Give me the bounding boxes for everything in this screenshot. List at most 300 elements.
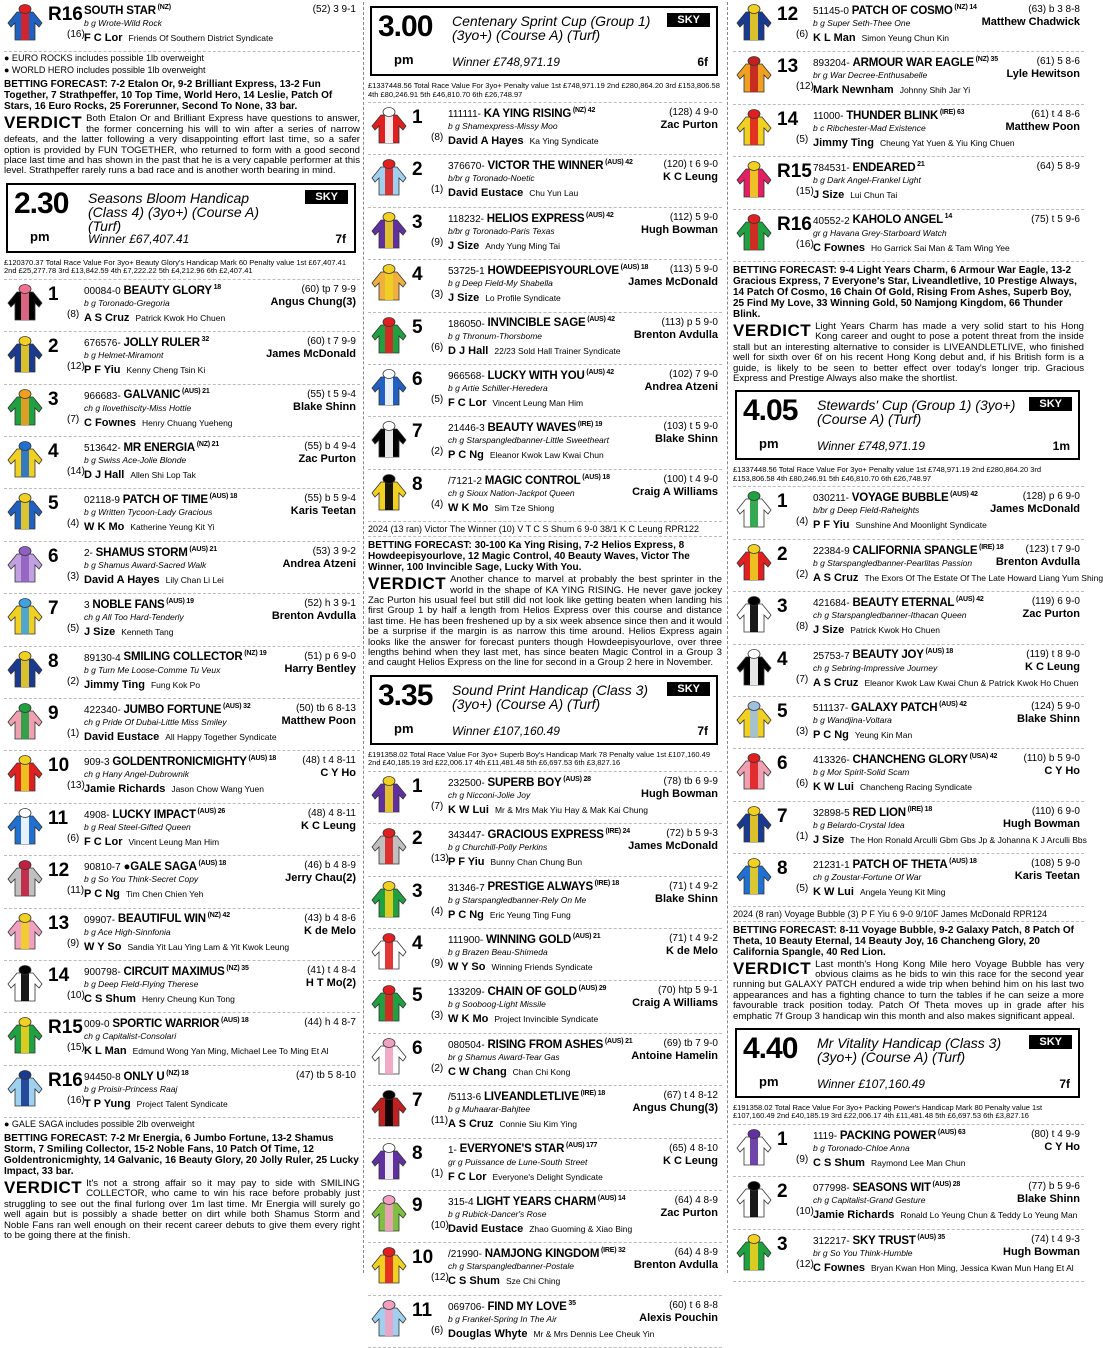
breeding: b/br g Toronado-Paris Texas bbox=[448, 225, 555, 236]
breeding: b g Rubick-Dancer's Rose bbox=[448, 1208, 547, 1219]
runner-name-line bbox=[84, 493, 237, 506]
breeding: gr g Puissance de Lune-South Street bbox=[448, 1156, 588, 1167]
jockey: Jamie Richards Ronald Lo Yeung Chun & Teddy Lo Yeung Man bbox=[813, 1209, 1078, 1222]
horse-name[interactable]: ARMOUR WAR EAGLE $^{(NZ) 35}$ bbox=[852, 56, 998, 70]
horse-origin: (NZ) 14 bbox=[952, 4, 977, 11]
jockey-silks-icon bbox=[6, 545, 44, 583]
breeding: b/br g Toronado-Noetic bbox=[448, 173, 535, 184]
recent-form: 077998- bbox=[813, 1183, 853, 1195]
horse-name[interactable]: GOLDENTRONICMIGHTY $^{(AUS) 18}$ bbox=[112, 755, 277, 769]
trainer: Karis Teetan bbox=[1014, 870, 1080, 883]
breeding: ch g Zoustar-Fortune Of War bbox=[813, 872, 922, 883]
horse-name[interactable]: PATCH OF THETA $^{(AUS) 18}$ bbox=[852, 858, 977, 871]
stall-draw: (13) bbox=[431, 853, 449, 865]
breeding: b g Dark Angel-Frankel Light bbox=[813, 175, 921, 186]
runner-name-line bbox=[813, 1129, 965, 1142]
jockey-silks-icon bbox=[370, 775, 408, 813]
jockey-silks-icon bbox=[370, 1142, 408, 1180]
runner-name-line bbox=[813, 1234, 945, 1247]
owner: Raymond Lee Man Chun bbox=[870, 1157, 966, 1168]
jockey-silks-icon bbox=[370, 368, 408, 406]
rating-age-weight: (64) 5 8-9 bbox=[1036, 161, 1080, 173]
jockey: C S Shum Henry Cheung Kun Tong bbox=[84, 992, 235, 1005]
owner: Vincent Leung Man Him bbox=[128, 836, 220, 847]
horse-name[interactable]: PATCH OF TIME $^{(AUS) 18}$ bbox=[122, 493, 238, 507]
recent-form: /21990- bbox=[448, 1249, 485, 1261]
jockey: C Fownes Ho Garrick Sai Man & Tam Wing Yee bbox=[813, 241, 1010, 254]
trainer: K C Leung bbox=[301, 819, 356, 832]
race-header bbox=[370, 675, 718, 745]
jockey: David Eustace Zhao Guoming & Xiao Bing bbox=[448, 1222, 633, 1235]
owner: Patrick Kwok Ho Chuen bbox=[850, 625, 940, 636]
jockey: J Size Lo Profile Syndicate bbox=[448, 292, 561, 305]
runner-name-line bbox=[84, 441, 219, 454]
breeding: br g So You Think-Humble bbox=[813, 1247, 913, 1258]
horse-origin: (AUS) 21 bbox=[180, 388, 210, 396]
runner-row bbox=[368, 1191, 722, 1243]
horse-name[interactable]: CALIFORNIA SPANGLE $^{(IRE) 18}$ bbox=[852, 543, 1004, 557]
jockey: C Fownes Bryan Kwan Hon Ming, Jessica Kwan Mun Hang Et Al bbox=[813, 1261, 1074, 1274]
runner-name-line bbox=[448, 1090, 605, 1103]
saddle-number: 3 bbox=[48, 388, 59, 410]
horse-name[interactable]: CHANCHENG GLORY $^{(USA) 42}$ bbox=[852, 753, 998, 767]
rating-age-weight: (44) h 4 8-7 bbox=[304, 1017, 356, 1029]
owner: Cheung Yat Yuen & Yiu King Chuen bbox=[879, 137, 1015, 148]
race-time-suffix: pm bbox=[394, 720, 414, 736]
horse-origin: (NZ) 42 bbox=[571, 107, 596, 114]
jockey-silks-icon bbox=[6, 440, 44, 478]
runner-name-line bbox=[84, 4, 171, 17]
stall-draw: (10) bbox=[796, 1206, 814, 1218]
race-distance: 6f bbox=[697, 55, 708, 69]
stall-draw: (8) bbox=[431, 132, 444, 143]
rating-age-weight: (48) t 4 8-11 bbox=[302, 755, 356, 767]
breeding: b g Wrote-Wild Rock bbox=[84, 18, 162, 28]
owner: Ronald Lo Yeung Chun & Teddy Lo Yeung Man bbox=[900, 1210, 1078, 1221]
runner-name-line bbox=[448, 828, 630, 841]
rating-age-weight: (64) 4 8-9 bbox=[674, 1194, 718, 1206]
owner: Eric Yeung Ting Fung bbox=[489, 909, 571, 920]
runner-name-line bbox=[84, 389, 210, 402]
stall-draw: (4) bbox=[796, 516, 809, 528]
jockey-silks-icon bbox=[735, 543, 773, 581]
horse-name[interactable]: MR ENERGIA $^{(NZ) 21}$ bbox=[123, 441, 220, 454]
rating-age-weight: (70) htp 5 9-1 bbox=[657, 985, 718, 997]
horse-name[interactable]: PATCH OF COSMO $^{(NZ) 14}$ bbox=[851, 4, 977, 17]
race-header bbox=[735, 390, 1080, 460]
saddle-number: R16 bbox=[48, 1069, 83, 1091]
horse-name[interactable]: SMILING COLLECTOR $^{(NZ) 19}$ bbox=[123, 650, 267, 664]
jockey-silks-icon bbox=[6, 807, 44, 845]
rating-age-weight: (112) 5 9-0 bbox=[669, 211, 718, 223]
jockey: K W Lui Mr & Mrs Mak Yiu Hay & Mak Kai Chung bbox=[448, 803, 648, 816]
horse-name[interactable]: GALVANIC $^{(AUS) 21}$ bbox=[123, 388, 210, 402]
owner: Chancheng Racing Syndicate bbox=[859, 782, 972, 793]
runner-name-line bbox=[813, 701, 967, 714]
horse-name[interactable]: LUCKY IMPACT $^{(AUS) 26}$ bbox=[112, 807, 226, 821]
horse-name[interactable]: LIVEANDLETLIVE $^{(IRE) 18}$ bbox=[483, 1090, 606, 1103]
horse-name[interactable]: CIRCUIT MAXIMUS $^{(NZ) 35}$ bbox=[123, 964, 249, 978]
stall-draw: (5) bbox=[796, 883, 809, 895]
horse-name[interactable]: MAGIC CONTROL $^{(AUS) 18}$ bbox=[484, 473, 610, 487]
horse-name[interactable]: SEASONS WIT $^{(AUS) 28}$ bbox=[852, 1181, 961, 1195]
horse-name[interactable]: WINNING GOLD $^{(AUS) 21}$ bbox=[486, 932, 601, 946]
stall-draw: (1) bbox=[431, 184, 444, 196]
runner-row bbox=[733, 0, 1084, 52]
owner: Andy Yung Ming Tai bbox=[485, 240, 561, 251]
saddle-number: 2 bbox=[412, 159, 423, 181]
jockey-silks-icon bbox=[370, 263, 408, 301]
runner-row bbox=[368, 417, 722, 469]
horse-name[interactable]: GALAXY PATCH $^{(AUS) 42}$ bbox=[851, 700, 967, 714]
overweight-note: ● WORLD HERO includes possible 1lb overweight bbox=[4, 65, 206, 76]
recent-form: 09907- bbox=[84, 914, 118, 926]
recent-form: 133209- bbox=[448, 987, 488, 999]
column-divider bbox=[363, 2, 364, 1273]
horse-origin: (AUS) 21 bbox=[187, 545, 217, 553]
jockey-silks-icon bbox=[735, 700, 773, 738]
stall-draw: (15) bbox=[796, 186, 814, 198]
horse-origin: (NZ) bbox=[155, 4, 171, 11]
horse-name[interactable]: FIND MY LOVE $^{35}$ bbox=[487, 1299, 576, 1313]
owner: The Hon Ronald Arculli Gbm Gbs Jp & Johanna K J Arculli Bbs bbox=[850, 834, 1087, 845]
horse-name[interactable]: SHAMUS STORM $^{(AUS) 21}$ bbox=[95, 545, 217, 559]
horse-origin: (AUS) 21 bbox=[603, 1037, 633, 1045]
breeding: ch g Sebring-Impressive Journey bbox=[813, 662, 938, 673]
runner-name-line bbox=[448, 159, 633, 172]
stall-draw: (4) bbox=[431, 498, 444, 510]
saddle-number: 8 bbox=[412, 473, 423, 495]
horse-name[interactable]: BEAUTY WAVES $^{(IRE) 19}$ bbox=[487, 421, 603, 435]
horse-name[interactable]: THUNDER BLINK $^{(IRE) 63}$ bbox=[846, 108, 965, 122]
owner: Sim Tze Shiong bbox=[494, 502, 555, 513]
rating-age-weight: (108) 5 9-0 bbox=[1031, 858, 1080, 870]
stall-draw: (2) bbox=[796, 568, 809, 580]
trainer: Angus Chung(3) bbox=[270, 295, 356, 308]
owner: Henry Chuang Yueheng bbox=[141, 417, 233, 428]
runner-row bbox=[368, 1296, 722, 1348]
jockey-silks-icon bbox=[735, 213, 773, 251]
saddle-number: 1 bbox=[777, 1128, 788, 1150]
horse-name[interactable]: SOUTH STAR $^{(NZ)}$ bbox=[84, 4, 171, 17]
horse-name[interactable]: RISING FROM ASHES $^{(AUS) 21}$ bbox=[487, 1037, 633, 1051]
rating-age-weight: (128) 4 9-0 bbox=[669, 107, 718, 118]
trainer: Alexis Pouchin bbox=[639, 1311, 718, 1324]
jockey: K W Lui Chancheng Racing Syndicate bbox=[813, 781, 972, 794]
runner-name-line bbox=[84, 913, 230, 926]
jockey: F C Lor Vincent Leung Man Him bbox=[448, 396, 584, 409]
saddle-number: 9 bbox=[412, 1194, 423, 1216]
breeding: b g Sooboog-Light Missile bbox=[448, 999, 546, 1010]
runner-row bbox=[4, 1066, 360, 1118]
jockey: David A Hayes Lily Chan Li Lei bbox=[84, 573, 224, 586]
jockey: T P Yung Project Talent Syndicate bbox=[84, 1097, 228, 1110]
breeding: br g War Decree-Enthusabelle bbox=[813, 70, 928, 81]
horse-name[interactable]: PACKING POWER $^{(AUS) 63}$ bbox=[839, 1128, 966, 1142]
horse-name[interactable]: BEAUTIFUL WIN $^{(NZ) 42}$ bbox=[117, 912, 230, 926]
breeding: b g Turn Me Loose-Comme Tu Veux bbox=[84, 664, 221, 675]
breeding: ch g Starspangledbanner-Little Sweetheart bbox=[448, 435, 609, 446]
rating-age-weight: (119) t 8 9-0 bbox=[1026, 648, 1080, 660]
owner: Patrick Kwok Ho Chuen bbox=[135, 312, 226, 323]
owner: Lily Chan Li Lei bbox=[165, 574, 224, 585]
race-winner-prize: Winner £748,971.19 bbox=[452, 55, 560, 69]
owner: Angela Yeung Kit Ming bbox=[859, 887, 946, 898]
horse-origin: (IRE) 18 bbox=[578, 1090, 606, 1098]
runner-row bbox=[4, 280, 360, 332]
horse-origin: (IRE) 63 bbox=[938, 108, 965, 116]
saddle-number: 10 bbox=[48, 755, 70, 777]
horse-name[interactable]: ●GALE SAGA $^{(AUS) 18}$ bbox=[123, 860, 227, 873]
runner-row bbox=[4, 437, 360, 489]
stall-draw: (9) bbox=[431, 957, 444, 969]
stall-draw: (6) bbox=[431, 341, 444, 353]
verdict-heading: VERDICT bbox=[733, 958, 812, 978]
rating-age-weight: (52) h 3 9-1 bbox=[304, 598, 356, 610]
saddle-number: 5 bbox=[777, 700, 788, 722]
horse-name[interactable]: NOBLE FANS $^{(AUS) 19}$ bbox=[92, 598, 194, 611]
stall-draw: (10) bbox=[67, 989, 85, 1001]
recent-form: 51145-0 bbox=[813, 5, 852, 17]
recent-form: 315-4 bbox=[448, 1196, 477, 1208]
runner-name-line bbox=[84, 598, 194, 611]
runner-name-line bbox=[448, 264, 648, 277]
horse-origin: 18 bbox=[211, 283, 221, 291]
owner: Zhao Guoming & Xiao Bing bbox=[529, 1223, 633, 1234]
horse-name[interactable]: CHAIN OF GOLD $^{(AUS) 29}$ bbox=[487, 985, 607, 999]
horse-name[interactable]: RED LION $^{(IRE) 18}$ bbox=[852, 805, 933, 819]
betting-forecast: BETTING FORECAST: 8-11 Voyage Bubble, 9-2 Galaxy Patch, 8 Patch Of Theta, 10 Beauty Eternal, 14 Beauty Joy, 16 Chancheng Glory, 20 California Spangle, 40 Red Lion. bbox=[733, 924, 1075, 958]
runner-row bbox=[368, 1139, 722, 1191]
breeding: ch g Capitalist-Consolari bbox=[84, 1031, 177, 1042]
verdict-heading: VERDICT bbox=[4, 113, 83, 133]
race-time-suffix: pm bbox=[759, 436, 779, 452]
rating-age-weight: (63) b 3 8-8 bbox=[1028, 4, 1080, 15]
column-divider bbox=[727, 2, 728, 1273]
recent-form: 893204- bbox=[813, 58, 853, 70]
saddle-number: 2 bbox=[48, 336, 59, 358]
horse-name[interactable]: JUMBO FORTUNE $^{(AUS) 32}$ bbox=[123, 702, 251, 716]
jockey: K L Man Simon Yeung Chun Kin bbox=[813, 32, 950, 44]
runner-row bbox=[733, 210, 1084, 262]
jockey: David Eustace Chu Yun Lau bbox=[448, 187, 579, 200]
jockey: F C Lor Friends Of Southern District Syndicate bbox=[84, 32, 274, 44]
runner-row bbox=[733, 1177, 1084, 1229]
jockey-silks-icon bbox=[735, 1180, 773, 1218]
last-year-result: 2024 (13 ran) Victor The Winner (10) V T C S Shum 6 9-0 38/1 K C Leung RPR122 bbox=[368, 522, 722, 537]
saddle-number: 8 bbox=[48, 650, 59, 672]
saddle-number: 10 bbox=[412, 1247, 434, 1269]
runner-row bbox=[368, 929, 722, 981]
horse-name[interactable]: INVINCIBLE SAGE $^{(AUS) 42}$ bbox=[487, 316, 615, 330]
stall-draw: (3) bbox=[431, 289, 444, 301]
runner-row bbox=[733, 1125, 1084, 1177]
jockey-silks-icon bbox=[370, 1037, 408, 1075]
rating-age-weight: (60) tp 7 9-9 bbox=[301, 283, 356, 295]
trainer: C Y Ho bbox=[1044, 765, 1080, 778]
rating-age-weight: (61) 5 8-6 bbox=[1036, 56, 1080, 68]
trainer: Zac Purton bbox=[660, 1206, 718, 1219]
horse-origin: (AUS) 42 bbox=[585, 316, 615, 324]
trainer: James McDonald bbox=[266, 348, 356, 361]
runner-name-line bbox=[813, 544, 1004, 557]
runner-name-line bbox=[84, 1017, 249, 1030]
race-time-suffix: pm bbox=[394, 52, 414, 67]
runner-list bbox=[733, 0, 1084, 262]
runner-row bbox=[368, 313, 722, 365]
owner: Mr & Mrs Mak Yiu Hay & Mak Kai Chung bbox=[494, 804, 648, 815]
stall-draw: (12) bbox=[796, 1258, 814, 1270]
rating-age-weight: (72) b 5 9-3 bbox=[666, 828, 718, 840]
breeding: ch g Hany Angel-Dubrownik bbox=[84, 769, 190, 780]
stall-draw: (9) bbox=[431, 236, 444, 248]
trainer: Zac Purton bbox=[660, 119, 718, 131]
rating-age-weight: (103) t 5 9-0 bbox=[663, 421, 718, 433]
recent-form: 513642- bbox=[84, 442, 124, 454]
horse-origin: (NZ) 19 bbox=[242, 650, 267, 658]
race-time: 4.40 bbox=[743, 1031, 798, 1065]
jockey-silks-icon bbox=[6, 3, 44, 41]
owner: Henry Cheung Kun Tong bbox=[141, 993, 235, 1004]
horse-name[interactable]: LIGHT YEARS CHARM $^{(AUS) 14}$ bbox=[476, 1194, 626, 1208]
race-title: Mr Vitality Handicap (Class 3) (3yo+) (Course A) (Turf) bbox=[817, 1034, 1002, 1065]
horse-name[interactable]: EVERYONE'S STAR $^{(AUS) 177}$ bbox=[459, 1142, 598, 1156]
rating-age-weight: (43) b 4 8-6 bbox=[304, 912, 356, 924]
horse-name[interactable]: LUCKY WITH YOU $^{(AUS) 42}$ bbox=[487, 368, 614, 382]
jockey-silks-icon bbox=[370, 211, 408, 249]
runner-name-line bbox=[84, 284, 221, 297]
breeding: ch g Starspangledbanner-Ithacan Queen bbox=[813, 610, 967, 621]
verdict-heading: VERDICT bbox=[733, 320, 812, 340]
breeding: b g Super Seth-Thee One bbox=[813, 18, 911, 28]
trainer: Hugh Bowman bbox=[1003, 817, 1080, 830]
stall-draw: (5) bbox=[431, 393, 444, 405]
horse-origin: (AUS) 42 bbox=[603, 159, 633, 167]
owner: Kenneth Tang bbox=[121, 627, 174, 638]
horse-origin: (AUS) 18 bbox=[219, 1017, 249, 1025]
horse-name[interactable]: HELIOS EXPRESS $^{(AUS) 42}$ bbox=[486, 211, 614, 225]
verdict: VERDICT Light Years Charm has made a very solid start to his Hong Kong career and ought to pose a potent threat from the inside stall but an interesting alternative to consider is LIVEANDLETLIVE, who finished well for sixth over 6f on his recent Hong Kong debut and, if his British form is a guide, is likely to be seen to better effect over today's longer trip. Gracious Express and Prestige Always also make the shortlist. bbox=[733, 320, 1084, 384]
owner: Allen Shi Lop Tak bbox=[130, 470, 196, 480]
horse-origin: (AUS) 42 bbox=[948, 491, 978, 499]
stall-draw: (7) bbox=[431, 800, 444, 812]
horse-name[interactable]: JOLLY RULER $^{32}$ bbox=[123, 336, 210, 350]
trainer: Andrea Atzeni bbox=[644, 380, 718, 393]
jockey-silks-icon bbox=[6, 859, 44, 897]
jockey: Douglas Whyte Mr & Mrs Dennis Lee Cheuk Yin bbox=[448, 1327, 655, 1340]
runner-row bbox=[733, 540, 1103, 592]
horse-name[interactable]: BEAUTY ETERNAL $^{(AUS) 42}$ bbox=[852, 596, 984, 609]
horse-name[interactable]: BEAUTY GLORY $^{18}$ bbox=[123, 283, 221, 297]
saddle-number: 7 bbox=[48, 598, 59, 620]
breeding: b g Shamexpress-Missy Moo bbox=[448, 121, 558, 131]
horse-name[interactable]: SPORTIC WARRIOR $^{(AUS) 18}$ bbox=[112, 1017, 249, 1031]
breeding: b c Ribchester-Mad Existence bbox=[813, 122, 926, 133]
runner-row bbox=[368, 981, 722, 1033]
stall-draw: (6) bbox=[67, 832, 80, 844]
saddle-number: 5 bbox=[412, 316, 423, 338]
jockey-silks-icon bbox=[370, 473, 408, 511]
runner-name-line bbox=[448, 317, 615, 330]
horse-origin: (AUS) 26 bbox=[195, 807, 226, 815]
trainer: James McDonald bbox=[628, 840, 718, 853]
horse-origin: (IRE) 24 bbox=[603, 828, 631, 836]
race-distance: 7f bbox=[335, 231, 346, 246]
runner-name-line bbox=[448, 933, 600, 946]
trainer: Craig A Williams bbox=[632, 485, 718, 498]
horse-origin: (NZ) 18 bbox=[164, 1069, 189, 1077]
runner-row bbox=[368, 1086, 722, 1138]
trainer: Blake Shinn bbox=[655, 892, 718, 905]
owner: Sunshine And Moonlight Syndicate bbox=[855, 520, 987, 531]
jockey-silks-icon bbox=[370, 158, 408, 196]
race-title: Stewards' Cup (Group 1) (3yo+) (Course A) (Turf) bbox=[817, 397, 1016, 428]
breeding: b g Artie Schiller-Heredera bbox=[448, 382, 548, 393]
jockey-silks-icon bbox=[735, 857, 773, 895]
horse-name[interactable]: SKY TRUST $^{(AUS) 35}$ bbox=[852, 1233, 945, 1247]
horse-name[interactable]: ONLY U $^{(NZ) 18}$ bbox=[123, 1069, 189, 1083]
recent-form: 21446-3 bbox=[448, 423, 488, 435]
runner-name-line bbox=[813, 4, 977, 17]
runner-list bbox=[368, 772, 722, 1348]
rating-age-weight: (113) 5 9-0 bbox=[669, 264, 718, 276]
horse-name[interactable]: VICTOR THE WINNER $^{(AUS) 42}$ bbox=[487, 159, 633, 173]
trainer: James McDonald bbox=[628, 276, 718, 289]
recent-form: 1- bbox=[448, 1144, 460, 1156]
trainer: Karis Teetan bbox=[290, 505, 356, 518]
horse-name[interactable]: KAHOLO ANGEL $^{14}$ bbox=[852, 213, 953, 227]
breeding: ch g Pride Of Dubai-Little Miss Smiley bbox=[84, 716, 227, 727]
jockey: Jimmy Ting Cheung Yat Yuen & Yiu King Chuen bbox=[813, 136, 1015, 149]
runner-row bbox=[733, 52, 1084, 104]
stall-draw: (14) bbox=[67, 466, 85, 477]
horse-name[interactable]: GRACIOUS EXPRESS $^{(IRE) 24}$ bbox=[487, 828, 631, 841]
horse-origin: (AUS) 42 bbox=[937, 700, 967, 708]
horse-name[interactable]: VOYAGE BUBBLE $^{(AUS) 42}$ bbox=[851, 491, 978, 505]
horse-name[interactable]: SUPERB BOY $^{(AUS) 28}$ bbox=[487, 775, 591, 789]
horse-name[interactable]: KA YING RISING $^{(NZ) 42}$ bbox=[483, 107, 596, 120]
jockey: A S Cruz Connie Siu Kim Ying bbox=[448, 1118, 577, 1131]
runner-row bbox=[4, 0, 360, 52]
rating-age-weight: (113) p 5 9-0 bbox=[661, 316, 718, 328]
jockey-silks-icon bbox=[735, 752, 773, 790]
prize-breakdown: £120370.37 Total Race Value For 3yo+ Beauty Glory's Handicap Mark 60 Penalty value 1st £67,407.41 2nd £25,277.78 3rd £13,842.59 4th £7,222.22 5th £4,212.96 6th £2,407.41 bbox=[4, 259, 360, 280]
prize-breakdown: £191358.02 Total Race Value For 3yo+ Superb Boy's Handicap Mark 78 Penalty value 1st £107,160.49 2nd £40,185.19 3rd £22,006.17 4th £11,481.48 5th £6,697.53 6th £3,827.16 bbox=[368, 751, 722, 772]
recent-form: 232500- bbox=[448, 777, 488, 789]
stall-draw: (1) bbox=[796, 830, 809, 842]
horse-name[interactable]: ENDEARED $^{21}$ bbox=[852, 161, 925, 174]
horse-origin: (AUS) 42 bbox=[584, 211, 614, 219]
runner-list bbox=[733, 1125, 1084, 1282]
owner: Project Invincible Syndicate bbox=[494, 1014, 599, 1025]
rating-age-weight: (55) b 4 9-4 bbox=[304, 441, 356, 452]
verdict: VERDICT Last month's Hong Kong Mile hero Voyage Bubble has very obvious claims as he bids to win this race for the second year running but GALAXY PATCH endured a wide trip when behind him on his last two appearances and has a fighting chance to turn the tables if he can seize a more favourable track position today. Patch Of Theta moves up in grade after his emphatic 7f Group 3 handicap win this month and also makes significant appeal. bbox=[733, 958, 1084, 1022]
trainer: Blake Shinn bbox=[655, 433, 718, 446]
breeding: ch g Capitalist-Grand Gesture bbox=[813, 1195, 926, 1206]
horse-name[interactable]: PRESTIGE ALWAYS $^{(IRE) 18}$ bbox=[487, 880, 620, 894]
rating-age-weight: (55) t 5 9-4 bbox=[307, 388, 356, 400]
prize-breakdown: £1337448.56 Total Race Value For 3yo+ Penalty value 1st £748,971.19 2nd £280,864.20 3rd £153,806.58 4th £80,246.91 5th £46,810.70 6th £26,748.97 bbox=[368, 82, 722, 103]
horse-name[interactable]: HOWDEEPISYOURLOVE $^{(AUS) 18}$ bbox=[487, 264, 649, 277]
rating-age-weight: (52) 3 9-1 bbox=[312, 4, 356, 15]
saddle-number: 1 bbox=[777, 491, 788, 513]
horse-name[interactable]: BEAUTY JOY $^{(AUS) 18}$ bbox=[852, 648, 954, 662]
horse-origin: (AUS) 35 bbox=[915, 1233, 945, 1241]
horse-name[interactable]: NAMJONG KINGDOM $^{(IRE) 32}$ bbox=[484, 1247, 626, 1261]
breeding: b g Real Steel-Gifted Queen bbox=[84, 821, 191, 832]
horse-origin: 21 bbox=[915, 161, 925, 169]
trainer: K de Melo bbox=[666, 944, 718, 957]
